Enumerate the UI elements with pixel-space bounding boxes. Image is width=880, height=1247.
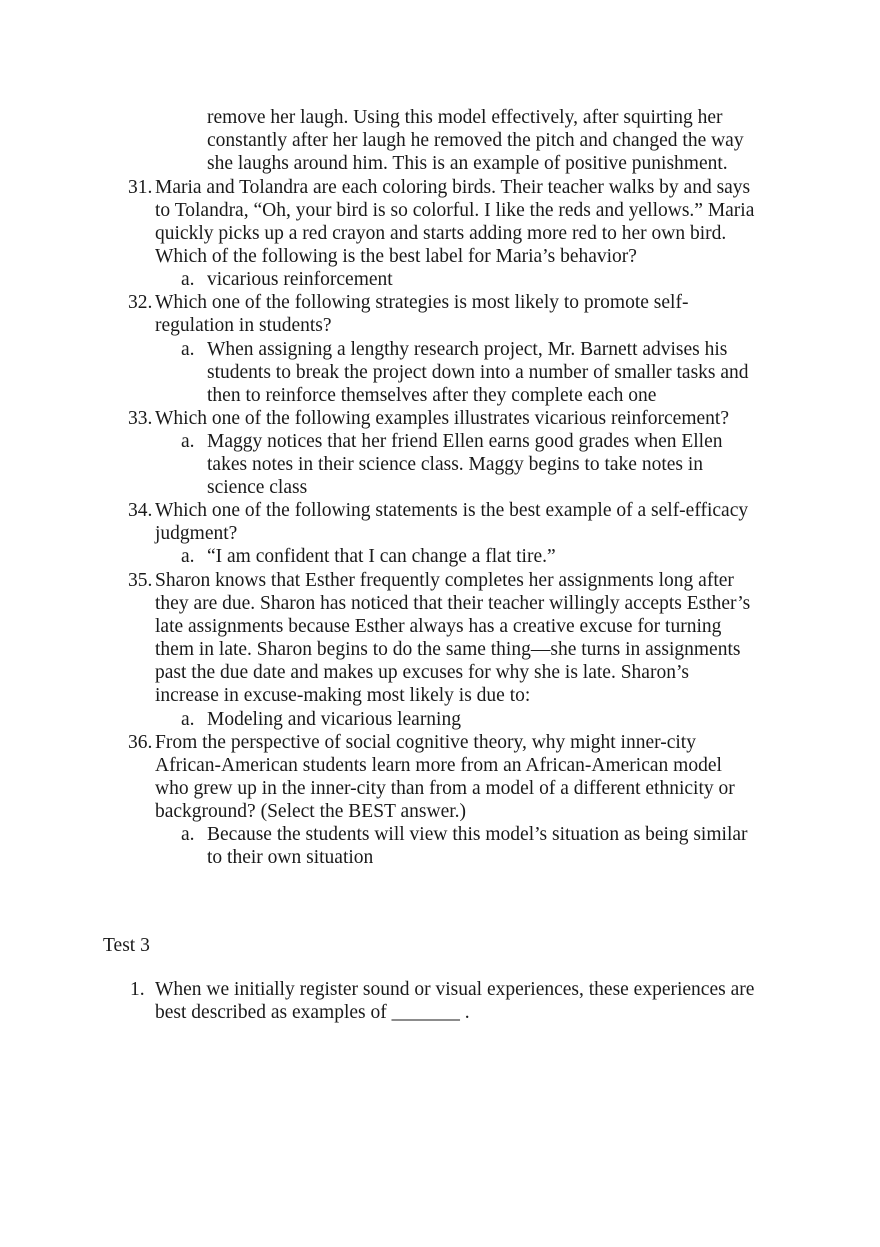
answer-text-line: vicarious reinforcement [207, 269, 393, 290]
answer-letter: a. [181, 269, 195, 290]
text-line: constantly after her laugh he removed the pitch and changed the way [207, 130, 744, 151]
answer-text-line: When assigning a lengthy research project, Mr. Barnett advises his [207, 339, 728, 360]
question-number: 32. [128, 292, 153, 313]
answer-letter: a. [181, 431, 195, 452]
question-text-line: Maria and Tolandra are each coloring birds. Their teacher walks by and says [155, 177, 751, 198]
question-text-line: From the perspective of social cognitive theory, why might inner-city [155, 732, 696, 753]
answer-text-line: then to reinforce themselves after they complete each one [207, 385, 657, 406]
answer-letter: a. [181, 339, 195, 360]
answer-text-line: to their own situation [207, 847, 374, 868]
question-text-line: Which one of the following statements is the best example of a self-efficacy [155, 500, 749, 521]
question-text-line: increase in excuse-making most likely is due to: [155, 685, 531, 706]
question-text-line: judgment? [155, 523, 238, 544]
question-number: 36. [128, 732, 153, 753]
question-text-line: Which one of the following strategies is most likely to promote self- [155, 292, 689, 313]
question-number: 31. [128, 177, 153, 198]
answer-letter: a. [181, 709, 195, 730]
answer-text-line: Because the students will view this model’s situation as being similar [207, 824, 748, 845]
answer-letter: a. [181, 546, 195, 567]
question-text-line: quickly picks up a red crayon and starts adding more red to her own bird. [155, 223, 727, 244]
question-text-line: When we initially register sound or visual experiences, these experiences are [155, 979, 755, 1000]
answer-text-line: Maggy notices that her friend Ellen earns good grades when Ellen [207, 431, 723, 452]
question-number: 1. [130, 979, 145, 1000]
question-text-line: Sharon knows that Esther frequently completes her assignments long after [155, 570, 734, 591]
answer-text-line: “I am confident that I can change a flat tire.” [207, 546, 556, 567]
question-text-line: they are due. Sharon has noticed that their teacher willingly accepts Esther’s [155, 593, 751, 614]
answer-text-line: takes notes in their science class. Maggy begins to take notes in [207, 454, 704, 475]
text-line: she laughs around him. This is an example of positive punishment. [207, 153, 728, 174]
question-text-line: regulation in students? [155, 315, 332, 336]
text-line: remove her laugh. Using this model effectively, after squirting her [207, 107, 723, 128]
question-number: 35. [128, 570, 153, 591]
section-heading: Test 3 [103, 935, 150, 956]
question-number: 33. [128, 408, 153, 429]
question-text-line: to Tolandra, “Oh, your bird is so colorful. I like the reds and yellows.” Maria [155, 200, 755, 221]
answer-letter: a. [181, 824, 195, 845]
question-text-line: past the due date and makes up excuses for why she is late. Sharon’s [155, 662, 689, 683]
question-text-line: best described as examples of _______ . [155, 1002, 470, 1023]
question-text-line: Which of the following is the best label for Maria’s behavior? [155, 246, 637, 267]
answer-text-line: students to break the project down into a number of smaller tasks and [207, 362, 749, 383]
answer-text-line: science class [207, 477, 308, 498]
question-number: 34. [128, 500, 153, 521]
question-text-line: them in late. Sharon begins to do the same thing—she turns in assignments [155, 639, 741, 660]
question-text-line: Which one of the following examples illustrates vicarious reinforcement? [155, 408, 729, 429]
question-text-line: African-American students learn more from an African-American model [155, 755, 722, 776]
answer-text-line: Modeling and vicarious learning [207, 709, 461, 730]
question-text-line: background? (Select the BEST answer.) [155, 801, 467, 822]
question-text-line: who grew up in the inner-city than from a model of a different ethnicity or [155, 778, 735, 799]
question-text-line: late assignments because Esther always has a creative excuse for turning [155, 616, 722, 637]
